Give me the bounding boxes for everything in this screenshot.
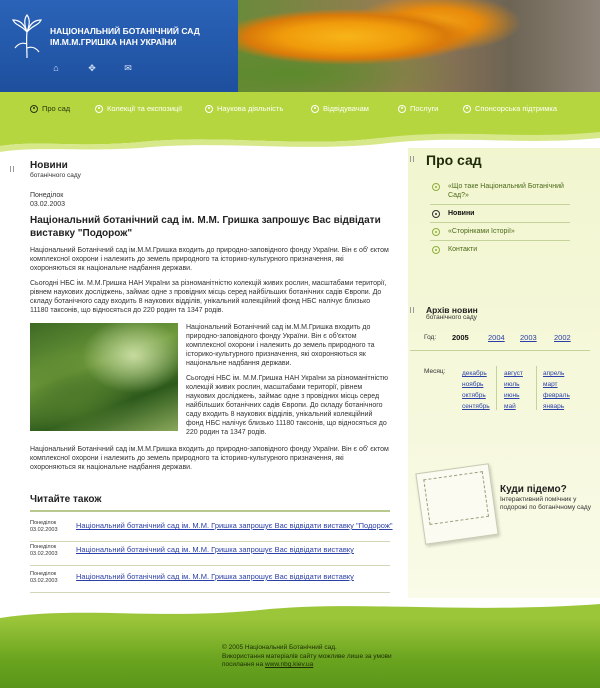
nav-bullet-icon (398, 105, 406, 113)
section-marker-icon (10, 166, 14, 172)
month-divider (496, 366, 497, 410)
nav-label: Спонсорська підтримка (475, 104, 557, 113)
nav-bullet-icon (311, 105, 319, 113)
about-item-news[interactable] (430, 205, 570, 223)
news-subheading: ботанічного саду (30, 172, 81, 179)
footer-prefix: посилання на (222, 661, 265, 668)
about-item-history[interactable] (430, 223, 570, 241)
nav-bullet-icon (463, 105, 471, 113)
article-paragraph: Національний Ботанічний сад ім.М.М.Гришка входить до природно-заповідного фонду України. Він є об' єктом комплексної охорони і належить до земель природного та історико-культурного призначення, які охороняються як національне надбання держави. (30, 446, 389, 471)
month-column (543, 368, 570, 412)
footer-copyright (222, 644, 392, 670)
read-also-day: Понеділок (30, 544, 57, 550)
year-2002[interactable]: 2002 (554, 333, 571, 342)
about-item-label: Контакти (448, 246, 478, 253)
header-lily-photo (238, 0, 600, 92)
about-item-label: «Що таке Національний Ботанічний Сад?» (448, 183, 564, 199)
month-link[interactable]: январь (543, 403, 565, 410)
site-title[interactable] (50, 26, 200, 48)
article-day: Понеділок (30, 192, 64, 199)
article-date-value: 03.02.2003 (30, 201, 66, 208)
year-divider (410, 350, 590, 351)
site-title-line2: ІМ.М.М.ГРИШКА НАН УКРАЇНИ (50, 37, 177, 47)
about-item-label: Новини (448, 210, 475, 217)
year-label: Год: (424, 334, 437, 341)
month-column (504, 368, 523, 412)
news-article (30, 160, 390, 472)
image-side-text (186, 323, 390, 437)
nav-item-science[interactable] (205, 104, 283, 113)
nav-item-visitors[interactable] (311, 104, 369, 113)
month-link[interactable]: июль (504, 381, 520, 388)
year-2005[interactable]: 2005 (452, 333, 469, 342)
about-item-contacts[interactable] (430, 241, 570, 258)
month-link[interactable]: февраль (543, 392, 570, 399)
nav-item-services[interactable] (398, 104, 438, 113)
read-also-item (30, 518, 393, 542)
article-title: Національний ботанічний сад ім. М.М. Гришка запрошує Вас відвідати виставку "Подорож" (30, 215, 381, 239)
nav-label: Послуги (410, 104, 439, 113)
month-link[interactable]: май (504, 403, 516, 410)
section-marker-icon (410, 307, 414, 313)
month-link[interactable]: декабрь (462, 370, 487, 377)
read-also-link[interactable]: Національний ботанічний сад ім. М.М. Гришка запрошує Вас відвідати виставку "Подорож" (76, 521, 393, 530)
month-link[interactable]: ноябрь (462, 381, 484, 388)
month-column (462, 368, 490, 412)
site-title-line1: НАЦІОНАЛЬНИЙ БОТАНІЧНИЙ САД (50, 26, 200, 36)
month-divider (536, 366, 537, 410)
section-marker-icon (410, 156, 414, 162)
month-link[interactable]: сентябрь (462, 403, 490, 410)
article-paragraph: Сьогодні НБС ім. М.М.Гришка НАН України за різноманітністю колекцій живих рослин, масштабами території, рівнем наукових досліджень, займає одне з провідних місць серед найбільших ботанічних садів Європи. До складу ботанічного саду входить 8 наукових відділів, унікальний колекційний фонд НБС налічує близько 11180 таксонів, що відносяться до 220 родин та 1347 родів. (30, 280, 387, 314)
home-icon[interactable]: ⌂ (53, 63, 59, 73)
map-note-icon[interactable] (415, 463, 498, 545)
footer-line2: Використання матеріалів сайту можливе лише за умови (222, 652, 392, 660)
nav-item-about[interactable] (30, 104, 70, 113)
ring-bullet-icon (432, 228, 440, 236)
ring-bullet-icon (432, 246, 440, 254)
footer-line3 (222, 661, 392, 670)
read-also-date (30, 520, 58, 534)
ring-bullet-icon (432, 183, 440, 191)
header-icons (50, 62, 134, 74)
garden-photo (30, 323, 178, 431)
sitemap-icon[interactable]: ✥ (88, 63, 96, 73)
month-link[interactable]: август (504, 370, 523, 377)
where-to-go-heading[interactable]: Куди підемо? (500, 484, 567, 495)
read-also-date (30, 571, 58, 585)
nav-item-sponsors[interactable] (463, 104, 557, 113)
month-link[interactable]: апрель (543, 370, 565, 377)
read-also-link[interactable]: Національний ботанічний сад ім. М.М. Гришка запрошує Вас відвідати виставку (76, 572, 354, 581)
news-heading: Новини (30, 160, 68, 171)
nav-bullet-icon (30, 105, 38, 113)
about-menu (430, 178, 570, 258)
article-date (30, 191, 390, 209)
nav-bullet-icon (95, 105, 103, 113)
nav-wave-decoration (0, 118, 600, 152)
nav-label: Відвідувачам (323, 104, 369, 113)
month-label: Месяц: (424, 368, 446, 375)
nav-item-collections[interactable] (95, 104, 182, 113)
read-also-link[interactable]: Національний ботанічний сад ім. М.М. Гришка запрошує Вас відвідати виставку (76, 545, 354, 554)
lily-logo-icon[interactable] (10, 14, 44, 60)
read-also-heading: Читайте також (30, 494, 102, 505)
nav-label: Наукова діяльність (217, 104, 284, 113)
month-link[interactable]: октябрь (462, 392, 486, 399)
about-item-label: «Сторінками Історії» (448, 228, 515, 235)
read-also-date (30, 544, 58, 558)
nav-label: Про сад (42, 104, 71, 113)
about-item-what-is[interactable] (430, 178, 570, 205)
year-2003[interactable]: 2003 (520, 333, 537, 342)
read-also-date-value: 03.02.2003 (30, 551, 58, 557)
archive-heading: Архів новин (426, 305, 478, 315)
nav-label: Колекції та експозиції (107, 104, 183, 113)
nav-bullet-icon (205, 105, 213, 113)
article-image-row (30, 323, 390, 437)
nav-items (0, 104, 600, 120)
article-paragraph: Сьогодні НБС ім. М.М.Гришка НАН України за різноманітністю колекцій живих рослин, масштабами території, рівнем наукових досліджень, займає одне з провідних місць серед найбільших ботанічних садів Європи. До складу ботанічного саду входить 8 наукових відділів, унікальний колекційний фонд НБС налічує близько 11180 таксонів, що відносяться до 220 родин та 1347 родів. (186, 375, 388, 436)
mail-icon[interactable]: ✉ (124, 63, 132, 73)
read-also-item (30, 569, 390, 593)
archive-subheading: ботанічного саду (426, 314, 477, 321)
read-also-date-value: 03.02.2003 (30, 578, 58, 584)
read-also-day: Понеділок (30, 520, 57, 526)
year-2004[interactable]: 2004 (488, 333, 505, 342)
read-also-divider (30, 510, 390, 512)
footer-line1: © 2005 Національний Ботанічний сад. (222, 644, 337, 651)
map-sketch (423, 471, 489, 525)
month-link[interactable]: июнь (504, 392, 520, 399)
ring-bullet-icon (432, 210, 440, 218)
read-also-date-value: 03.02.2003 (30, 527, 58, 533)
article-paragraph: Національний Ботанічний сад ім.М.М.Гришка входить до природно-заповідного фонду України. Він є об'єктом комплексної охорони і належить до земель природного та історико-культурного призначення, які охороняються як національне надбання держави. (186, 324, 375, 367)
month-link[interactable]: март (543, 381, 558, 388)
article-paragraph: Національний Ботанічний сад ім.М.М.Гришка входить до природно-заповідного фонду України. Він є об' єктом комплексної охорони і належить до земель природного та історико-культурного призначення, які охороняються як національне надбання держави. (30, 247, 389, 272)
read-also-day: Понеділок (30, 571, 57, 577)
read-also-item (30, 542, 390, 566)
site-header (0, 0, 600, 92)
about-heading: Про сад (426, 152, 482, 168)
footer-site-link[interactable]: www.nbg.kiev.ua (264, 661, 314, 668)
where-to-go-description: Інтерактивний помічник у подорожі по ботанічному саду (500, 496, 591, 511)
